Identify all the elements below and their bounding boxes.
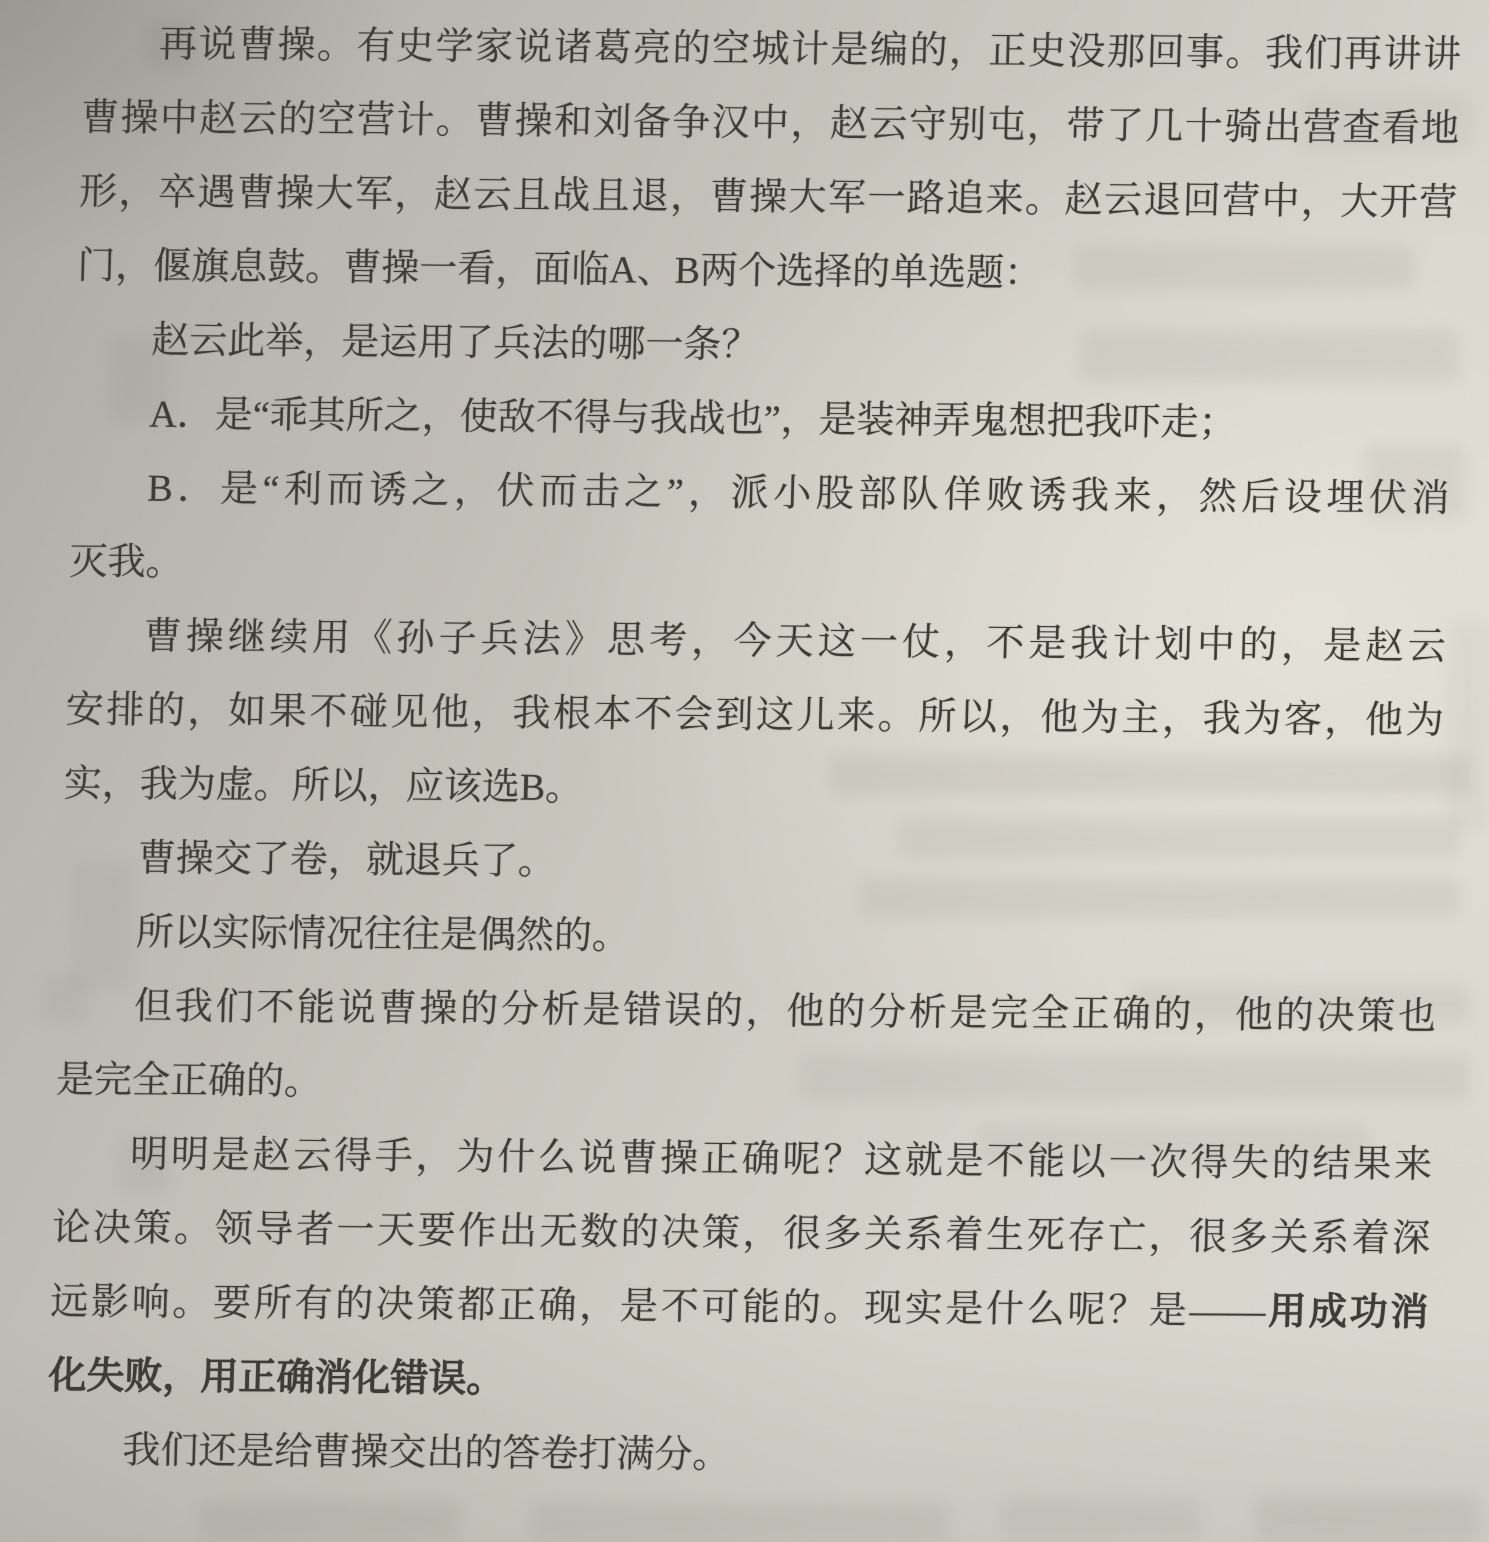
text-line — [80, 81, 1460, 166]
text-run: 形，卒遇曹操大军，赵云且战且退，曹操大军一路追来。赵云退回营中，大开营 — [78, 171, 1458, 225]
text-line — [49, 1265, 1429, 1350]
paragraph — [76, 7, 1462, 314]
text-line — [51, 1191, 1431, 1276]
emphasis-bold-text: 化失败，用正确消化错误。 — [47, 1355, 505, 1401]
text-run: 赵云此举，是运用了兵法的哪一条？ — [150, 319, 760, 367]
text-line — [69, 525, 1449, 610]
paragraph — [74, 303, 1454, 388]
text-line — [63, 747, 1443, 832]
text-run: 是完全正确的。 — [55, 1059, 323, 1104]
text-line — [59, 895, 1439, 980]
bleed-through-smudge — [1000, 1498, 1200, 1538]
text-line — [82, 7, 1462, 92]
text-run: 门，偃旗息鼓。曹操一看，面临A、B两个选择的单选题： — [76, 245, 1043, 295]
paragraph — [61, 821, 1441, 906]
text-block — [46, 7, 1462, 1498]
text-line — [71, 451, 1451, 536]
text-run: 灭我。 — [69, 541, 185, 584]
paragraph — [69, 451, 1451, 610]
text-line — [47, 1339, 1427, 1424]
text-run: 实，我为虚。所以，应该选B。 — [63, 763, 584, 810]
emphasis-bold-text: 用成功消 — [1265, 1290, 1429, 1335]
text-run: 曹操继续用《孙子兵法》思考，今天这一仗，不是我计划中的，是赵云 — [143, 615, 1447, 669]
paragraph — [47, 1117, 1433, 1424]
paragraph — [55, 969, 1437, 1128]
text-line — [61, 821, 1441, 906]
bleed-through-smudge — [1255, 1495, 1480, 1541]
text-line — [76, 229, 1456, 314]
text-run: 远影响。要所有的决策都正确，是不可能的。现实是什么呢？是—— — [49, 1281, 1267, 1333]
text-run: A．是“乖其所之，使敌不得与我战也”，是装神弄鬼想把我吓走； — [148, 393, 1238, 445]
text-line — [74, 303, 1454, 388]
bleed-through-smudge — [530, 1503, 950, 1542]
text-run: 所以实际情况往往是偶然的。 — [135, 911, 631, 958]
text-run: B．是“利而诱之，伏而击之”，派小股部队佯败诱我来，然后设埋伏消 — [146, 467, 1451, 521]
text-run: 但我们不能说曹操的分析是错误的，他的分析是完全正确的，他的决策也 — [133, 985, 1437, 1039]
bleed-through-smudge — [1448, 620, 1488, 830]
text-run: 论决策。领导者一天要作出无数的决策，很多关系着生死存亡，很多关系着深 — [51, 1207, 1431, 1261]
text-run: 再说曹操。有史学家说诸葛亮的空城计是编的，正史没那回事。我们再讲讲 — [158, 23, 1462, 77]
text-line — [46, 1413, 1426, 1498]
text-run: 明明是赵云得手，为什么说曹操正确呢？这就是不能以一次得失的结果来 — [129, 1133, 1433, 1187]
text-line — [57, 969, 1437, 1054]
text-line — [67, 599, 1447, 684]
text-run: 我们还是给曹操交出的答卷打满分。 — [121, 1429, 732, 1477]
text-line — [78, 155, 1458, 240]
paragraph — [72, 377, 1452, 462]
text-run: 曹操中赵云的空营计。曹操和刘备争汉中，赵云守别屯，带了几十骑出营查看地 — [80, 97, 1460, 151]
text-line — [72, 377, 1452, 462]
text-line — [55, 1043, 1435, 1128]
bleed-through-smudge — [200, 1500, 460, 1542]
text-run: 曹操交了卷，就退兵了。 — [137, 837, 557, 883]
text-line — [65, 673, 1445, 758]
paragraph — [46, 1413, 1426, 1498]
text-run: 安排的，如果不碰见他，我根本不会到这儿来。所以，他为主，我为客，他为 — [65, 689, 1445, 743]
paragraph — [59, 895, 1439, 980]
text-line — [53, 1117, 1433, 1202]
paragraph — [63, 599, 1447, 832]
